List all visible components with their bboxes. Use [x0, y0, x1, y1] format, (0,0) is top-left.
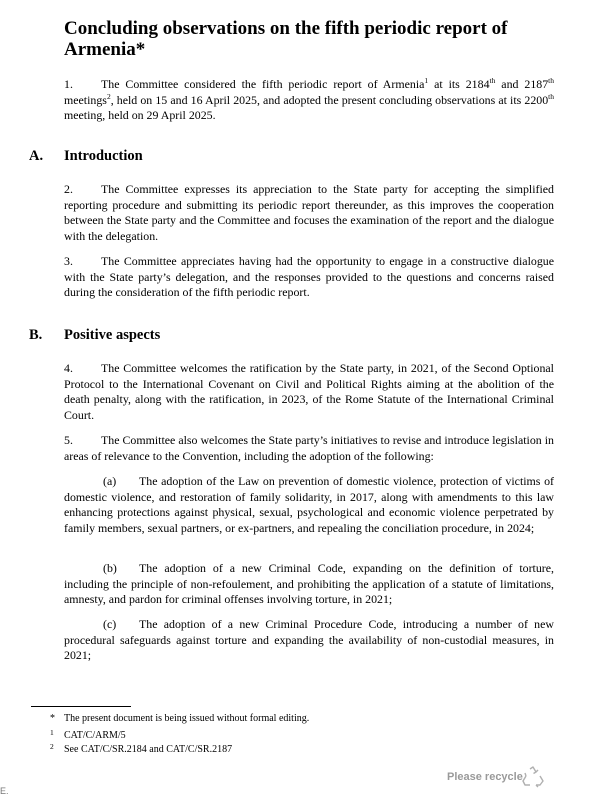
- paragraph-1: [64, 77, 554, 124]
- subitem-number: (b): [103, 561, 117, 575]
- paragraph-number: 3.: [64, 254, 73, 268]
- paragraph-4: [64, 361, 554, 423]
- paragraph-text: meeting, held on 29 April 2025.: [64, 108, 216, 123]
- footnote-text: See CAT/C/SR.2184 and CAT/C/SR.2187: [64, 744, 233, 755]
- section-heading-positive-aspects: [29, 326, 549, 344]
- recycle-icon: [521, 765, 545, 789]
- footnote-1: [50, 727, 126, 742]
- footnote-text: CAT/C/ARM/5: [64, 730, 126, 741]
- section-title: Positive aspects: [64, 327, 161, 343]
- paragraph-number: 1.: [64, 77, 73, 91]
- footnote-ref-1[interactable]: 1: [424, 76, 429, 85]
- paragraph-text: The Committee expresses its appreciation to the State party for accepting the simplified reporting procedure and submitting its periodic report thereunder, as this improves the cooperation between the State party and the Committee and focuses the examination of the report and the dialogue with the delegation.: [64, 182, 554, 243]
- page-edge-mark: E.: [0, 786, 9, 796]
- footnote-star: [50, 713, 309, 725]
- paragraph-number: 5.: [64, 433, 73, 447]
- footnote-mark: *: [50, 713, 55, 724]
- paragraph-text: The Committee welcomes the ratification by the State party, in 2021, of the Second Optional Protocol to the International Covenant on Civil and Political Rights aiming at the abolition of the death penalty, along with the ratification, in 2023, of the Rome Statute of the International Criminal Court.: [64, 361, 554, 422]
- paragraph-number: 4.: [64, 361, 73, 375]
- paragraph-text: , held on 15 and 16 April 2025, and adopted the present concluding observations at its 2200: [110, 92, 549, 107]
- ordinal-suffix: th: [548, 91, 554, 101]
- subitem-a: [64, 474, 554, 536]
- paragraph-2: [64, 182, 554, 244]
- subitem-number: (c): [103, 617, 117, 631]
- paragraph-3: [64, 254, 554, 301]
- subitem-text: The adoption of a new Criminal Code, expanding on the definition of torture, including the principle of non-refoulement, and prohibiting the application of a statute of limitations, amnesty, and pardon for criminal offenses involving torture, in 2021;: [64, 561, 554, 607]
- paragraph-text: meetings: [64, 92, 107, 107]
- subitem-number: (a): [103, 474, 117, 488]
- ordinal-suffix: th: [489, 76, 496, 85]
- paragraph-text: and 2187: [495, 77, 549, 91]
- subitem-b: [64, 561, 554, 608]
- subitem-text: The adoption of a new Criminal Procedure Code, introducing a number of new procedural safeguards against torture and expanding the availability of non-custodial measures, in 2021;: [64, 617, 554, 663]
- section-title: Introduction: [64, 148, 143, 164]
- paragraph-number: 2.: [64, 182, 73, 196]
- footnote-text: The present document is being issued without formal editing.: [64, 713, 310, 724]
- paragraph-text: The Committee appreciates having had the opportunity to engage in a constructive dialogue with the State party’s delegation, and the responses provided to the questions and concerns raised during the consideration of the fifth periodic report.: [64, 254, 554, 300]
- paragraph-text: The Committee also welcomes the State party’s initiatives to revise and introduce legislation in areas of relevance to the Convention, including the adoption of the following:: [64, 433, 554, 463]
- document-title: Concluding observations on the fifth periodic report of Armenia*: [64, 18, 508, 60]
- footnote-ref-2[interactable]: 2: [106, 91, 111, 101]
- section-letter: A.: [29, 148, 44, 164]
- footnote-separator: [31, 706, 131, 707]
- paragraph-5: [64, 433, 554, 464]
- section-letter: B.: [29, 327, 43, 343]
- subitem-c: [64, 617, 554, 664]
- recycle-notice: Please recycle: [447, 771, 523, 783]
- paragraph-text: at its 2184: [428, 77, 490, 91]
- paragraph-text: The Committee considered the fifth periodic report of Armenia: [101, 77, 425, 91]
- footnote-mark: 1: [50, 728, 54, 737]
- footnote-mark: 2: [50, 742, 54, 751]
- ordinal-suffix: th: [548, 76, 555, 85]
- subitem-text: The adoption of the Law on prevention of domestic violence, protection of victims of domestic violence, and restoration of family solidarity, in 2017, along with amendments to this law enhancing protections against physical, sexual, psychological and economic violence perpetrated by family members, sexual partners, or ex-partners, and repealing the conciliation procedure, in 2024;: [64, 474, 554, 535]
- section-heading-introduction: [29, 147, 549, 165]
- footnote-2: [50, 741, 232, 756]
